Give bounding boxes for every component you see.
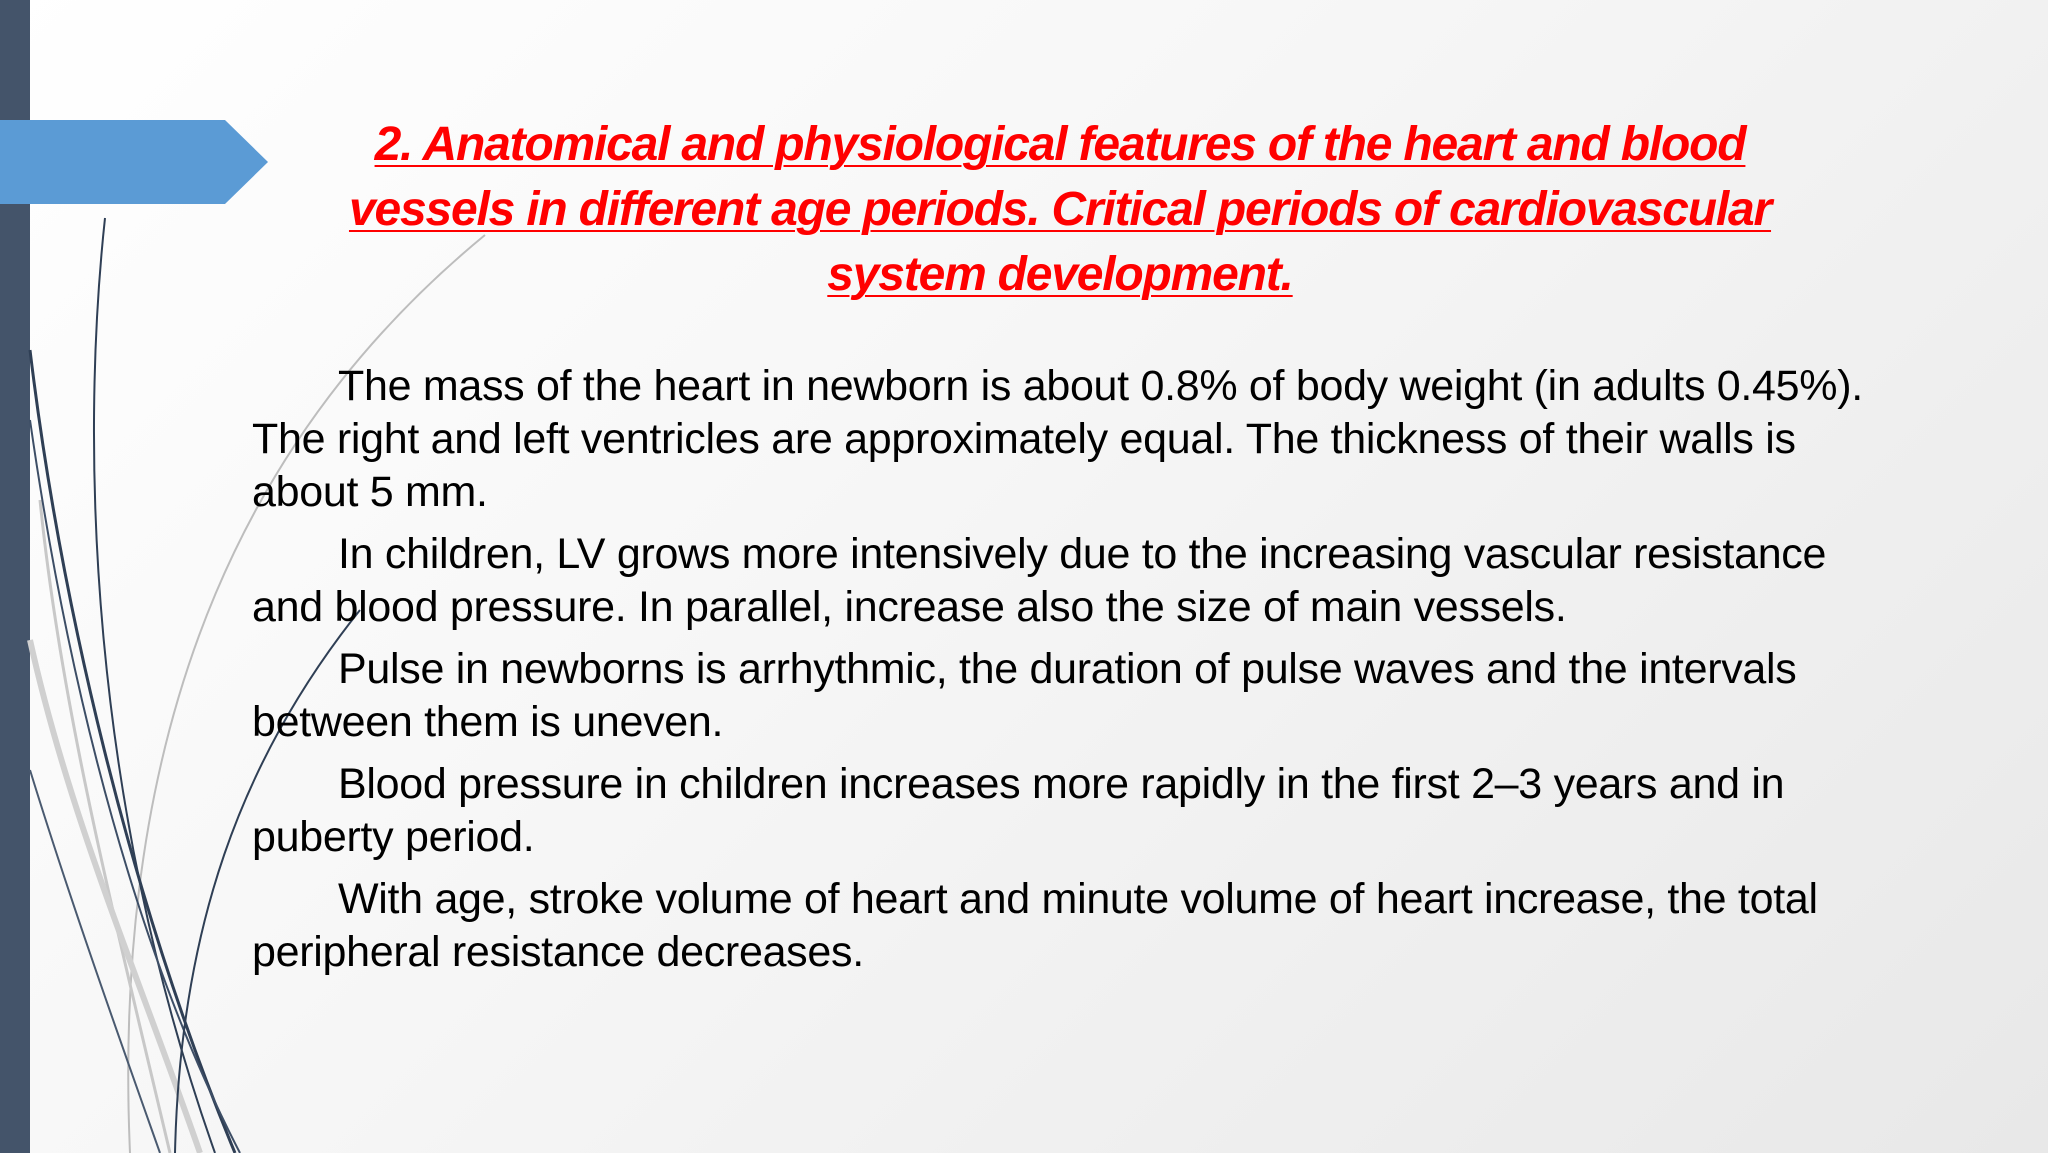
- body-paragraph-2: In children, LV grows more intensively due to the increasing vascular resistance and blood pressure. In parallel, increase also the size of main vessels.: [252, 530, 1827, 631]
- body-paragraph-1: The mass of the heart in newborn is about 0.8% of body weight (in adults 0.45%). The right and left ventricles are approximately equal. The thickness of their walls is about 5 mm.: [252, 362, 1863, 516]
- left-accent-bar: [0, 0, 30, 1153]
- body-paragraph-4: Blood pressure in children increases more rapidly in the first 2–3 years and in puberty period.: [252, 760, 1785, 861]
- blue-arrow-shape: [0, 120, 268, 204]
- body-paragraph-3: Pulse in newborns is arrhythmic, the duration of pulse waves and the intervals between them is uneven.: [252, 645, 1797, 746]
- slide-body: [252, 360, 1882, 988]
- body-paragraph-5: With age, stroke volume of heart and minute volume of heart increase, the total peripheral resistance decreases.: [252, 875, 1818, 976]
- slide-title: 2. Anatomical and physiological features of the heart and blood vessels in different age periods. Critical periods of cardiovascular system development.: [348, 118, 1772, 301]
